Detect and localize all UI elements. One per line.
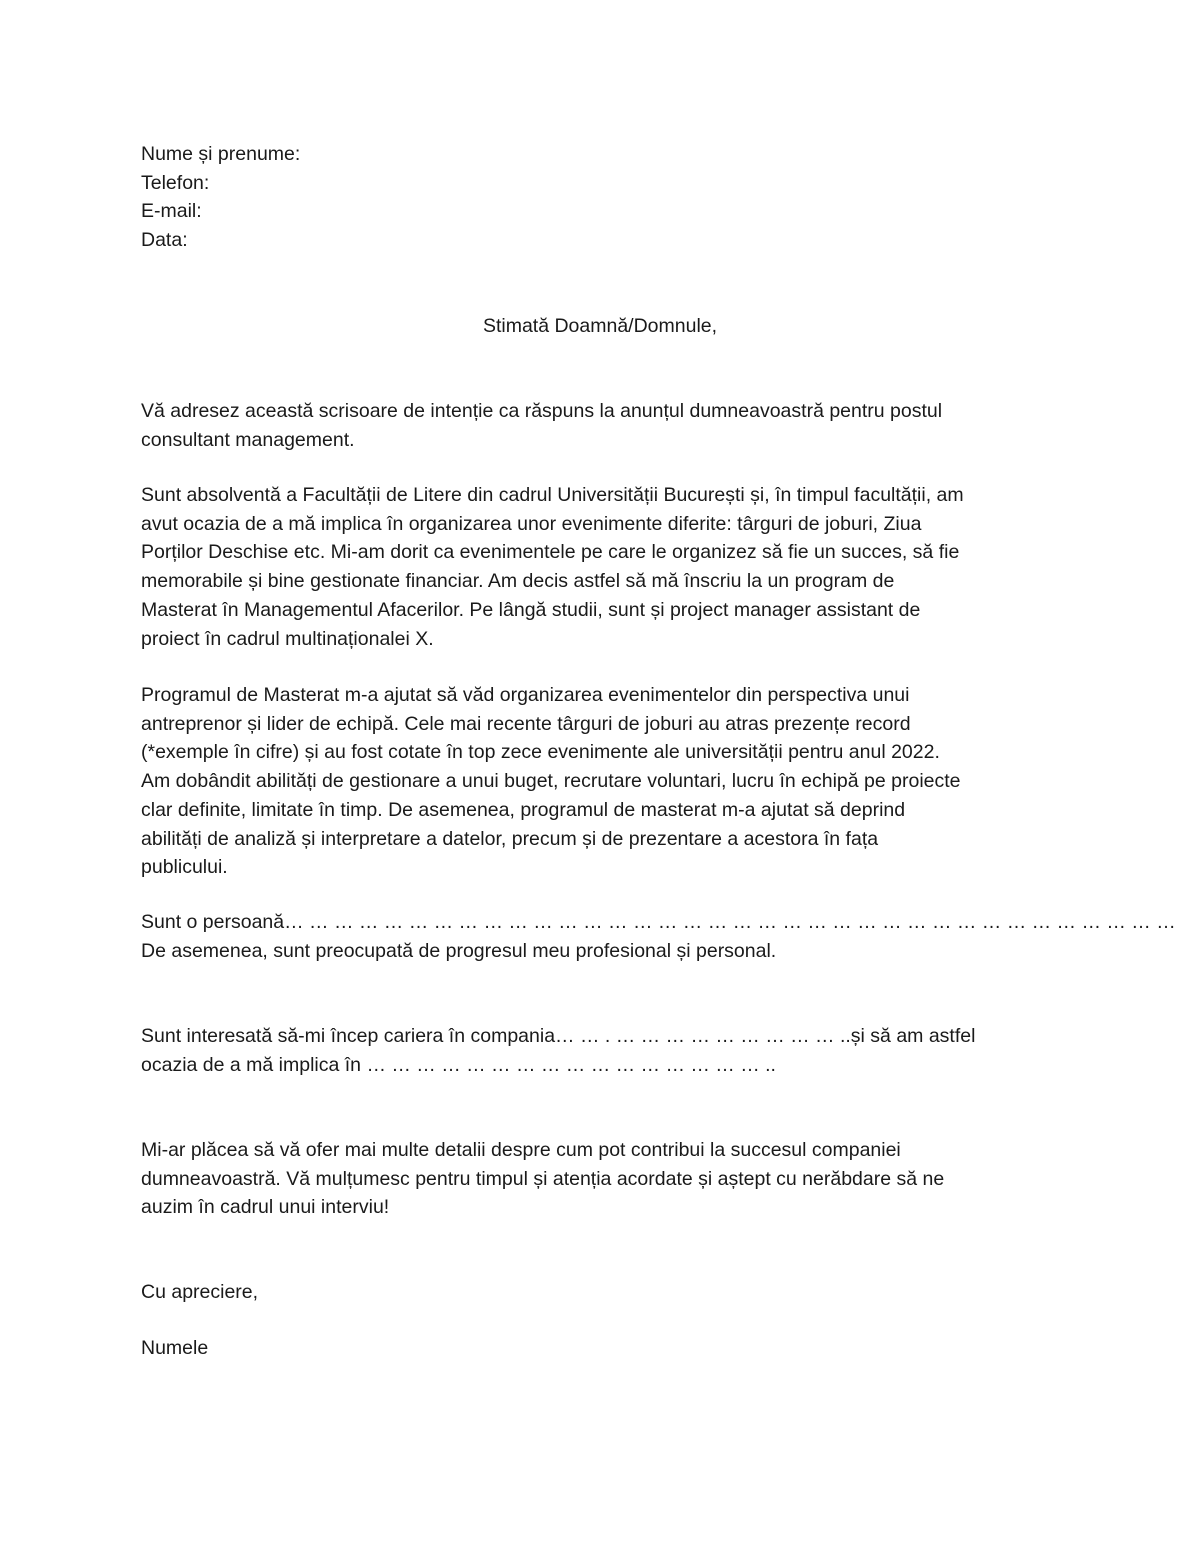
text-line: dumneavoastră. Vă mulțumesc pentru timpul și atenția acordate și aștept cu nerăbdare să ne [141, 1167, 945, 1190]
text-line: (*exemple în cifre) și au fost cotate în top zece evenimente ale universității pentru anul 2022. [141, 741, 940, 764]
signature-name: Numele [141, 1337, 209, 1359]
contact-header [141, 140, 1061, 255]
text-line: avut ocazia de a mă implica în organizarea unor evenimente diferite: târguri de joburi, Ziua [141, 512, 922, 535]
paragraph-education [141, 481, 1061, 653]
email-label: E-mail: [141, 200, 202, 223]
text-line: ocazia de a mă implica în … … … … … … … … … … … … … … … … .. [141, 1053, 776, 1076]
paragraph-thanks [141, 1136, 1061, 1222]
text-line: Masterat în Managementul Afacerilor. Pe lângă studii, sunt și project manager assistant de [141, 598, 921, 621]
text-line: antreprenor și lider de echipă. Cele mai recente târguri de joburi au atras prezențe record [141, 712, 911, 735]
paragraph-intro [141, 397, 1061, 454]
paragraph-masters [141, 681, 1061, 882]
text-line: Vă adresez această scrisoare de intenție ca răspuns la anunțul dumneavoastră pentru postul [141, 400, 943, 422]
text-line: proiect în cadrul multinaționalei X. [141, 627, 434, 650]
salutation: Stimată Doamnă/Domnule, [482, 315, 718, 337]
text-line: clar definite, limitate în timp. De asemenea, programul de masterat m-a ajutat să deprind [141, 798, 906, 821]
text-line: auzim în cadrul unui interviu! [141, 1196, 390, 1219]
text-line: abilități de analiză și interpretare a datelor, precum și de prezentare a acestora în fața [141, 827, 879, 850]
paragraph-personality [141, 908, 1176, 965]
text-line: De asemenea, sunt preocupată de progresul meu profesional și personal. [141, 939, 777, 962]
phone-label: Telefon: [141, 171, 210, 194]
date-label: Data: [141, 229, 188, 252]
text-line: Am dobândit abilități de gestionare a unui buget, recrutare voluntari, lucru în echipă pe proiecte [141, 770, 961, 793]
text-line: Sunt interesată să-mi încep cariera în compania… … . … … … … … … … … … ..și să am astfel [141, 1025, 976, 1047]
text-line: consultant management. [141, 428, 355, 451]
text-line: Porților Deschise etc. Mi-am dorit ca evenimentele pe care le organizez să fie un succes, să fie [141, 541, 960, 564]
text-line: memorabile și bine gestionate financiar. Am decis astfel să mă înscriu la un program de [141, 570, 895, 593]
text-line: Sunt o persoană… … … … … … … … … … … … … … … … … … … … … … … … … … … … … … … … … … … … [141, 911, 1176, 933]
name-label: Nume și prenume: [141, 143, 301, 165]
text-line: Mi-ar plăcea să vă ofer mai multe detalii despre cum pot contribui la succesul companiei [141, 1139, 901, 1161]
paragraph-interest [141, 1022, 1061, 1079]
closing-phrase: Cu apreciere, [141, 1281, 259, 1303]
text-line: Programul de Masterat m-a ajutat să văd organizarea evenimentelor din perspectiva unui [141, 684, 910, 706]
text-line: publicului. [141, 856, 228, 879]
text-line: Sunt absolventă a Facultății de Litere din cadrul Universității București și, în timpul facultății, am [141, 484, 964, 506]
